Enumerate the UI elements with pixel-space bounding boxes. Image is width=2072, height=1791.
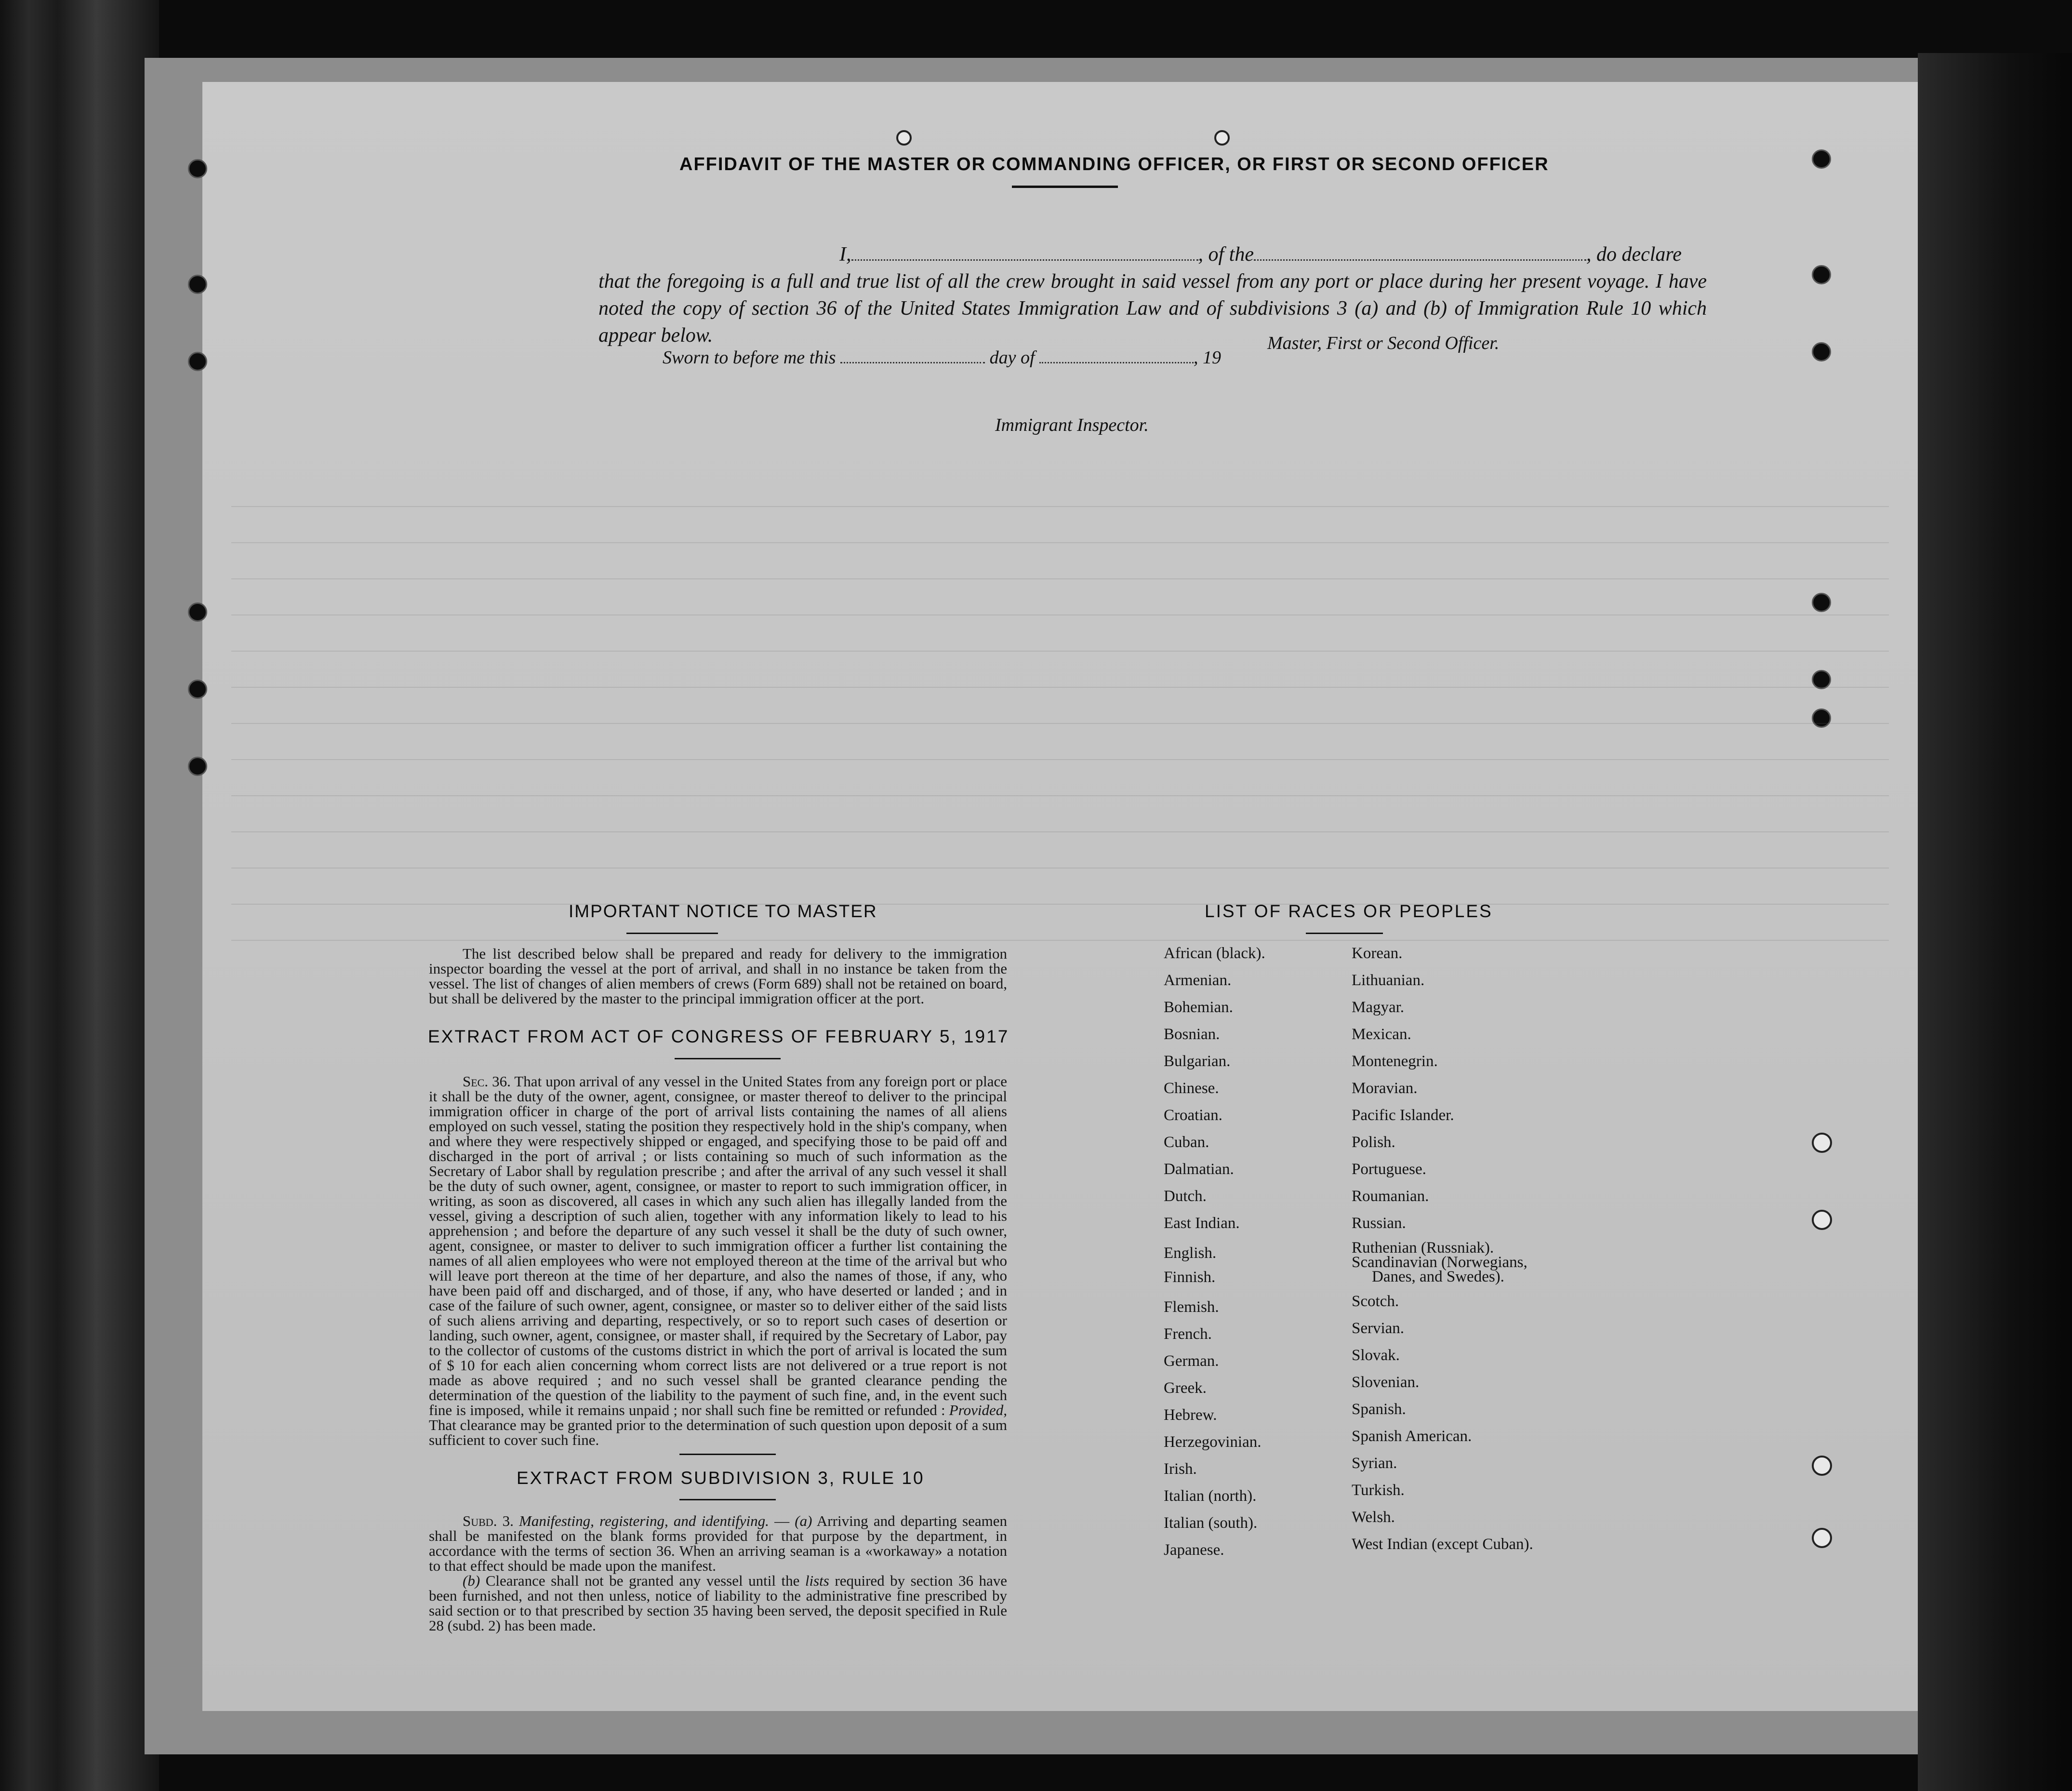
race-item: Pacific Islander. (1352, 1107, 1454, 1124)
act-rule (675, 1058, 781, 1059)
race-item: Roumanian. (1352, 1188, 1429, 1205)
declarant-label: I, (839, 243, 851, 266)
notice-title: IMPORTANT NOTICE TO MASTER (569, 901, 877, 921)
sec-36-text: That upon arrival of any vessel in the United States from any foreign port or place it shall be the duty of the owner, agent, consignee, or master thereof to deliver to the principal immigration officer in charge of the port of arrival lists containing the names of all aliens employed on such vessel, stating the position they respectively hold in the ship's company, when and where they were respectively shipped or engaged, and specifying those to be paid off and discharged in the port of arrival ; or lists containing so much of such information as the Secretary of Labor shall by regulation prescribe ; and after the arrival of any such vessel it shall be the duty of such owner, agent, consignee, or master to report to such immigration officer, in writing, as soon as discovered, all cases in which any such alien has illegally landed from the vessel, giving a description of such alien, together with any information likely to lead to his apprehension ; and before the departure of any such vessel it shall be the duty of such owner, agent, consignee, or master to deliver to such immigration officer a further list containing the names of all alien employees who were not employed thereon at the time of the arrival but who will leave port thereon at the time of her departure, and also the names of those, if any, who have been paid off and discharged, and of those, if any, who have deserted or landed ; and in case of the failure of such owner, agent, consignee, or master so to deliver either of the said lists of such aliens arriving and departing, respectively, or so to report such cases of desertion or landing, such owner, agent, consignee, or master shall, if required by the Secretary of Labor, pay to the collector of customs of the customs district in which the port of arrival is located the sum of $ 10 for each alien concerning whom correct lists are not delivered or a true report is not made as above required ; and no such vessel shall be granted clearance pending the determination of the question of the liability to the payment of such fine, and, in the event such fine is imposed, while it remains unpaid ; nor shall such fine be remitted or refunded : (429, 1073, 1007, 1418)
sworn-day-label: day of (989, 348, 1035, 368)
race-item: Italian (north). (1164, 1487, 1257, 1505)
subd-b-text-1: Clearance shall not be granted any vessel until the (485, 1572, 800, 1589)
race-item: Finnish. (1164, 1269, 1216, 1286)
rule10-top-rule (679, 1454, 776, 1455)
races-title: LIST OF RACES OR PEOPLES (1205, 901, 1493, 921)
subd-heading: Manifesting, registering, and identifying. (519, 1512, 769, 1529)
race-item: Spanish American. (1352, 1428, 1472, 1445)
affidavit-body: that the foregoing is a full and true list of all the crew brought in said vessel from any port or place during her present voyage. I have noted the copy of section 36 of the United States Immigration Law and of subdivisions 3 (a) and (b) of Immigration Rule 10 which appear below. (598, 270, 1707, 347)
subd-a-label: (a) (795, 1512, 812, 1529)
race-item: African (black). (1164, 945, 1265, 962)
vessel-name-field[interactable] (1254, 259, 1586, 261)
race-item: Korean. (1352, 945, 1403, 962)
race-item: Japanese. (1164, 1541, 1224, 1559)
inspector-label: Immigrant Inspector. (995, 415, 1149, 435)
race-item: Welsh. (1352, 1509, 1395, 1526)
notice-body: The list described below shall be prepared and ready for delivery to the immigration inspector boarding the vessel at the port of arrival, and shall in no instance be taken from the vessel. The list of changes of alien members of crews (Form 689) shall not be retained on board, but shall be delivered by the master to the principal immigration officer at the port. (429, 945, 1007, 1007)
race-item: East Indian. (1164, 1215, 1240, 1232)
rule10-rule (679, 1499, 776, 1500)
sworn-month-field[interactable] (1039, 362, 1194, 363)
race-item: Armenian. (1164, 972, 1232, 989)
sworn-prefix: Sworn to before me this (663, 348, 836, 368)
race-item: Turkish. (1352, 1482, 1405, 1499)
race-item: Chinese. (1164, 1080, 1219, 1097)
race-item: English. (1164, 1244, 1217, 1262)
binder-hole (1214, 130, 1230, 146)
race-item: French. (1164, 1325, 1212, 1343)
race-item: Syrian. (1352, 1455, 1397, 1472)
race-item: Slovak. (1352, 1347, 1400, 1364)
race-item: Greek. (1164, 1379, 1207, 1397)
binder-hole (1812, 342, 1831, 361)
race-item: Bulgarian. (1164, 1053, 1231, 1070)
act-body (429, 1074, 1007, 1447)
race-item: Croatian. (1164, 1107, 1222, 1124)
race-item: Dutch. (1164, 1188, 1207, 1205)
race-item: Servian. (1352, 1320, 1405, 1337)
race-item: Portuguese. (1352, 1161, 1426, 1178)
affidavit-title: AFFIDAVIT OF THE MASTER OR COMMANDING OFFICER, OR FIRST OR SECOND OFFICER (679, 154, 1549, 174)
races-left-column (1164, 940, 1265, 1564)
declarant-name-field[interactable] (851, 259, 1198, 261)
sworn-day-field[interactable] (840, 362, 985, 363)
proviso-text: That clearance may be granted prior to the determination of such question upon deposit of a sum sufficient to cover such fine. (429, 1417, 1007, 1448)
race-item: Polish. (1352, 1134, 1395, 1151)
binder-hole (1812, 149, 1831, 169)
race-item: Mexican. (1352, 1026, 1411, 1043)
binder-hole (1812, 1456, 1832, 1476)
race-item: Slovenian. (1352, 1374, 1420, 1391)
subd-label: Subd. 3. (463, 1512, 514, 1529)
binder-hole (1812, 1528, 1832, 1548)
race-item: Magyar. (1352, 999, 1405, 1016)
document-page (202, 82, 1918, 1711)
race-item: German. (1164, 1352, 1219, 1370)
races-right-column (1352, 940, 1533, 1558)
binder-hole (1812, 265, 1831, 284)
race-item: Bohemian. (1164, 999, 1233, 1016)
subd-b-text-2: required by section 36 have been furnished, and not then unless, notice of liability to the administrative fine prescribed by said section or to that prescribed by section 35 having been served, the deposit specified in Rule 28 (subd. 2) has been made. (429, 1572, 1008, 1634)
affidavit-text (598, 241, 1707, 349)
race-item: West Indian (except Cuban). (1352, 1536, 1533, 1553)
race-item: Irish. (1164, 1460, 1197, 1478)
race-item: Moravian. (1352, 1080, 1418, 1097)
binder-hole (188, 275, 207, 294)
vessel-label: , of the (1198, 243, 1254, 266)
race-item: Spanish. (1352, 1401, 1406, 1418)
race-item: Italian (south). (1164, 1514, 1258, 1532)
subd-b-label: (b) (463, 1572, 480, 1589)
race-item: Scandinavian (Norwegians, (1352, 1254, 1527, 1271)
sec-label: Sec. 36. (463, 1073, 511, 1090)
binder-hole (1812, 1133, 1832, 1153)
binder-hole (188, 159, 207, 178)
act-title: EXTRACT FROM ACT OF CONGRESS OF FEBRUARY 5, 1917 (428, 1027, 1009, 1046)
notice-rule (626, 933, 718, 934)
race-item: Dalmatian. (1164, 1161, 1234, 1178)
title-rule (1012, 186, 1118, 188)
race-item: Russian. (1352, 1215, 1406, 1232)
race-item: Danes, and Swedes). (1372, 1268, 1504, 1285)
race-item: Montenegrin. (1352, 1053, 1438, 1070)
race-item: Flemish. (1164, 1298, 1219, 1316)
binder-hole (188, 352, 207, 371)
race-item: Lithuanian. (1352, 972, 1425, 989)
race-item: Ruthenian (Russniak). (1352, 1239, 1494, 1256)
subd-a-text: Arriving and departing seamen shall be manifested on the blank forms provided for that purpose by the department, in accordance with the terms of section 36. When an arriving seaman is a «workaway» a notation to that effect should be made upon the manifest. (429, 1512, 1007, 1574)
races-rule (1306, 933, 1383, 934)
rule10-body: Subd. 3. Manifesting, registering, and identifying. — (a) Arriving and departing seamen shall be manifested on the blank forms provided for that purpose by the department, in accordance with the terms of section 36. When an arriving seaman is a «workaway» a notation to that effect should be made upon the manifest. (b) Clearance shall not be granted any vessel until the lists required by section 36 have been furnished, and not then unless, notice of liability to the administrative fine prescribed by said section or to that prescribed by section 35 having been served, the deposit specified in Rule 28 (subd. 2) has been made. (429, 1512, 1008, 1634)
rule10-title: EXTRACT FROM SUBDIVISION 3, RULE 10 (517, 1468, 925, 1488)
race-item: Scotch. (1352, 1293, 1399, 1310)
race-item: Cuban. (1164, 1134, 1209, 1151)
race-item: Herzegovinian. (1164, 1433, 1262, 1451)
race-item: Hebrew. (1164, 1406, 1217, 1424)
declare-label: , do declare (1586, 243, 1682, 266)
right-shadow (1918, 53, 2072, 1791)
subd-b-lists: lists (805, 1572, 829, 1589)
signature-label: Master, First or Second Officer. (1267, 333, 1500, 353)
binder-edge (0, 0, 159, 1791)
proviso-label: Provided, (949, 1402, 1007, 1418)
race-item: Bosnian. (1164, 1026, 1220, 1043)
binder-hole (896, 130, 912, 146)
binder-hole (1812, 1210, 1832, 1230)
sworn-year-label: , 19 (1194, 348, 1222, 368)
sworn-line (663, 347, 1221, 368)
